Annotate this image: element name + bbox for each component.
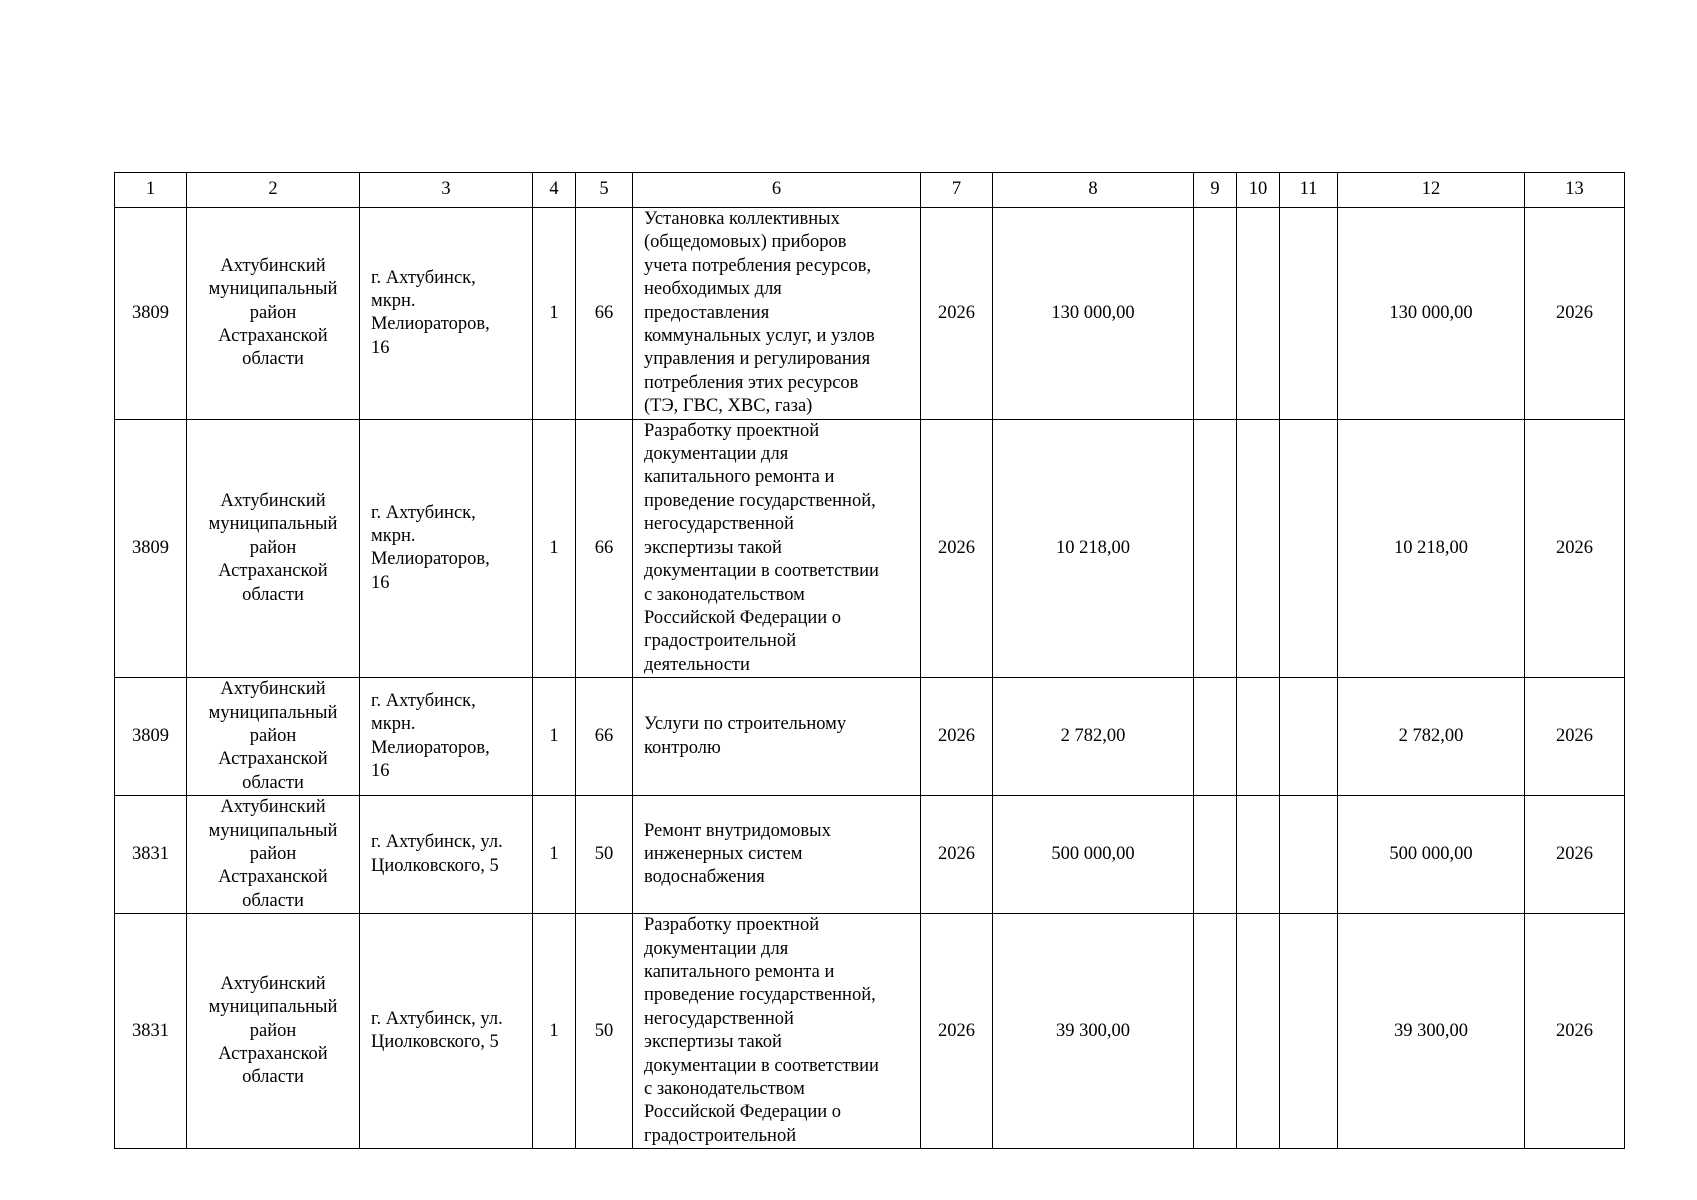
year-cell: 2026 xyxy=(921,796,993,914)
column-number: 9 xyxy=(1194,173,1237,208)
col10-cell xyxy=(1237,914,1280,1149)
object-id-cell: 3809 xyxy=(115,678,187,796)
col5-cell: 66 xyxy=(576,208,633,420)
cost-cell: 39 300,00 xyxy=(993,914,1194,1149)
district-cell: Ахтубинский муниципальный район Астраханской области xyxy=(187,419,360,677)
col11-cell xyxy=(1280,796,1338,914)
col10-cell xyxy=(1237,419,1280,677)
col10-cell xyxy=(1237,208,1280,420)
col4-cell: 1 xyxy=(533,914,576,1149)
col11-cell xyxy=(1280,419,1338,677)
works-table xyxy=(114,172,1625,1149)
year-cell: 2026 xyxy=(921,419,993,677)
work-type-cell: Разработку проектной документации для капитального ремонта и проведение государственной, негосударственной экспертизы такой документации в соответствии с законодательством Российской Федерации о градостроительной xyxy=(633,914,921,1149)
col4-cell: 1 xyxy=(533,678,576,796)
address-cell: г. Ахтубинск, мкрн. Мелиораторов, 16 xyxy=(360,419,533,677)
column-number: 6 xyxy=(633,173,921,208)
col5-cell: 66 xyxy=(576,678,633,796)
work-type-cell: Услуги по строительному контролю xyxy=(633,678,921,796)
total-cost-cell: 39 300,00 xyxy=(1338,914,1525,1149)
object-id-cell: 3809 xyxy=(115,208,187,420)
completion-year-cell: 2026 xyxy=(1525,208,1625,420)
work-type-cell: Установка коллективных (общедомовых) приборов учета потребления ресурсов, необходимых для предоставления коммунальных услуг, и узлов управления и регулирования потребления этих ресурсов (ТЭ, ГВС, ХВС, газа) xyxy=(633,208,921,420)
col9-cell xyxy=(1194,419,1237,677)
work-type-cell: Ремонт внутридомовых инженерных систем водоснабжения xyxy=(633,796,921,914)
completion-year-cell: 2026 xyxy=(1525,419,1625,677)
column-number: 8 xyxy=(993,173,1194,208)
table-row xyxy=(115,678,1625,796)
col5-cell: 50 xyxy=(576,914,633,1149)
column-number: 1 xyxy=(115,173,187,208)
col11-cell xyxy=(1280,914,1338,1149)
table-row xyxy=(115,208,1625,420)
column-number: 2 xyxy=(187,173,360,208)
col9-cell xyxy=(1194,678,1237,796)
col4-cell: 1 xyxy=(533,208,576,420)
total-cost-cell: 2 782,00 xyxy=(1338,678,1525,796)
district-cell: Ахтубинский муниципальный район Астраханской области xyxy=(187,208,360,420)
col4-cell: 1 xyxy=(533,419,576,677)
col10-cell xyxy=(1237,678,1280,796)
completion-year-cell: 2026 xyxy=(1525,796,1625,914)
object-id-cell: 3809 xyxy=(115,419,187,677)
year-cell: 2026 xyxy=(921,208,993,420)
column-number: 10 xyxy=(1237,173,1280,208)
table-row xyxy=(115,796,1625,914)
completion-year-cell: 2026 xyxy=(1525,914,1625,1149)
col4-cell: 1 xyxy=(533,796,576,914)
cost-cell: 2 782,00 xyxy=(993,678,1194,796)
total-cost-cell: 130 000,00 xyxy=(1338,208,1525,420)
address-cell: г. Ахтубинск, мкрн. Мелиораторов, 16 xyxy=(360,678,533,796)
col5-cell: 66 xyxy=(576,419,633,677)
district-cell: Ахтубинский муниципальный район Астраханской области xyxy=(187,678,360,796)
object-id-cell: 3831 xyxy=(115,796,187,914)
work-type-cell: Разработку проектной документации для капитального ремонта и проведение государственной, негосударственной экспертизы такой документации в соответствии с законодательством Российской Федерации о градостроительной деятельности xyxy=(633,419,921,677)
column-number: 13 xyxy=(1525,173,1625,208)
cost-cell: 500 000,00 xyxy=(993,796,1194,914)
year-cell: 2026 xyxy=(921,678,993,796)
year-cell: 2026 xyxy=(921,914,993,1149)
col9-cell xyxy=(1194,208,1237,420)
column-number: 7 xyxy=(921,173,993,208)
table-row xyxy=(115,419,1625,677)
column-number-row xyxy=(115,173,1625,208)
column-number: 11 xyxy=(1280,173,1338,208)
col10-cell xyxy=(1237,796,1280,914)
col11-cell xyxy=(1280,678,1338,796)
cost-cell: 130 000,00 xyxy=(993,208,1194,420)
total-cost-cell: 10 218,00 xyxy=(1338,419,1525,677)
address-cell: г. Ахтубинск, ул. Циолковского, 5 xyxy=(360,914,533,1149)
column-number: 3 xyxy=(360,173,533,208)
cost-cell: 10 218,00 xyxy=(993,419,1194,677)
object-id-cell: 3831 xyxy=(115,914,187,1149)
column-number: 12 xyxy=(1338,173,1525,208)
col9-cell xyxy=(1194,914,1237,1149)
address-cell: г. Ахтубинск, ул. Циолковского, 5 xyxy=(360,796,533,914)
table-row xyxy=(115,914,1625,1149)
completion-year-cell: 2026 xyxy=(1525,678,1625,796)
address-cell: г. Ахтубинск, мкрн. Мелиораторов, 16 xyxy=(360,208,533,420)
col9-cell xyxy=(1194,796,1237,914)
district-cell: Ахтубинский муниципальный район Астраханской области xyxy=(187,914,360,1149)
district-cell: Ахтубинский муниципальный район Астраханской области xyxy=(187,796,360,914)
col11-cell xyxy=(1280,208,1338,420)
total-cost-cell: 500 000,00 xyxy=(1338,796,1525,914)
column-number: 5 xyxy=(576,173,633,208)
column-number: 4 xyxy=(533,173,576,208)
col5-cell: 50 xyxy=(576,796,633,914)
